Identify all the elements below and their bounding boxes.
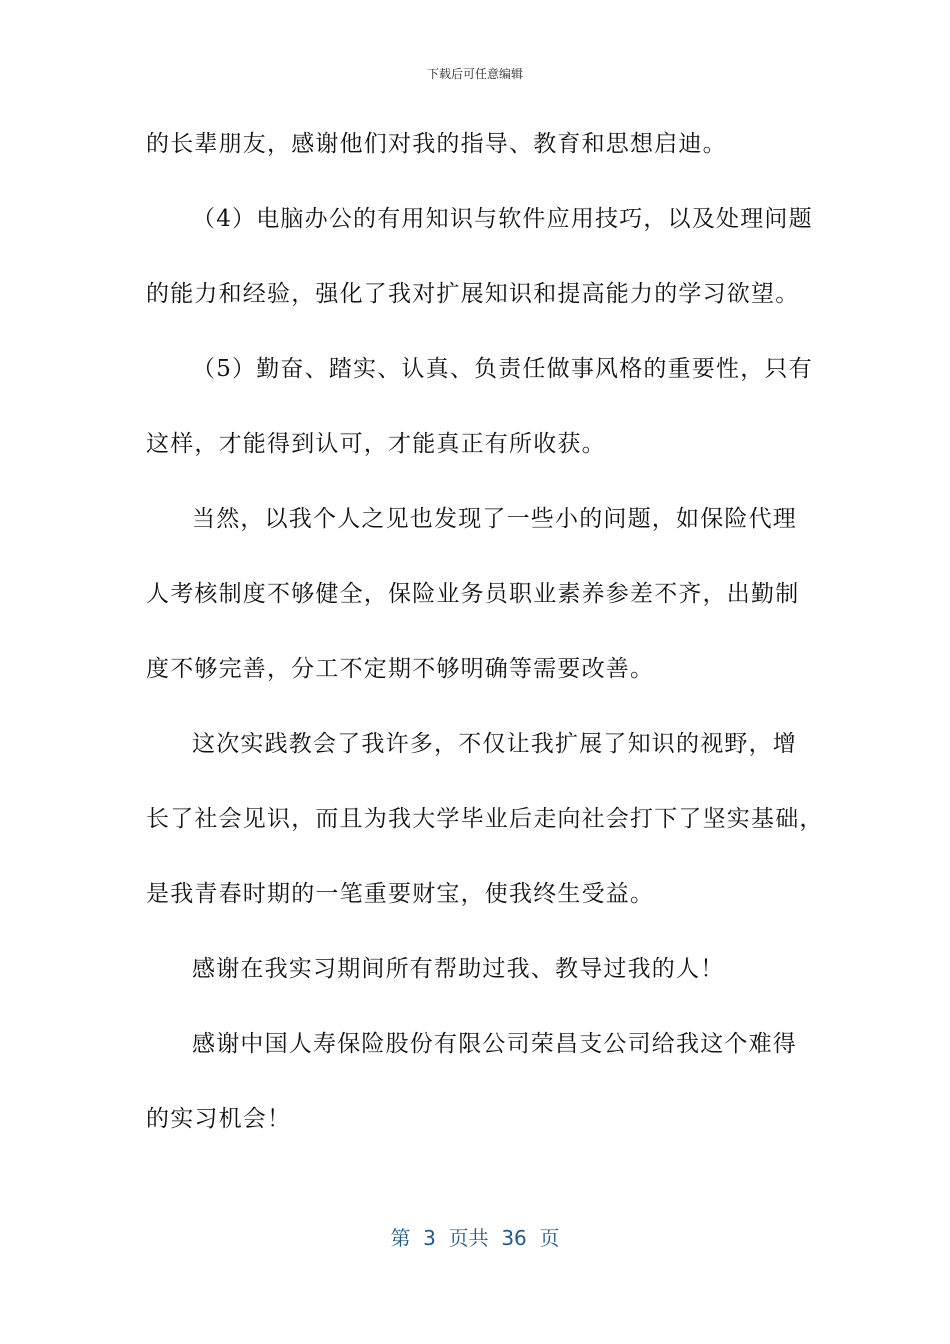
page-footer: 第 3 页共 36 页	[390, 1226, 560, 1250]
text-line: 的长辈朋友，感谢他们对我的指导、教育和思想启迪。	[146, 131, 727, 157]
text-line: 当然，以我个人之见也发现了一些小的问题，如保险代理	[192, 506, 797, 532]
text-line: 人考核制度不够健全，保险业务员职业素养参差不齐，出勤制	[146, 581, 800, 607]
text-line: 度不够完善，分工不定期不够明确等需要改善。	[146, 656, 655, 682]
text-line: 是我青春时期的一笔重要财宝，使我终生受益。	[146, 881, 655, 907]
text-line: 这样，才能得到认可，才能真正有所收获。	[146, 431, 606, 457]
text-line: 长了社会见识，而且为我大学毕业后走向社会打下了坚实基础，	[146, 806, 824, 832]
text-line: 的实习机会！	[146, 1106, 292, 1132]
text-line: 感谢在我实习期间所有帮助过我、教导过我的人！	[192, 956, 725, 982]
text-line: 的能力和经验，强化了我对扩展知识和提高能力的学习欲望。	[146, 281, 800, 307]
page-header: 下载后可任意编辑	[426, 67, 523, 81]
text-line: 感谢中国人寿保险股份有限公司荣昌支公司给我这个难得	[192, 1031, 797, 1057]
text-line: （4）电脑办公的有用知识与软件应用技巧，以及处理问题	[192, 206, 813, 232]
text-line: 这次实践教会了我许多，不仅让我扩展了知识的视野，增	[192, 731, 797, 757]
text-line: （5）勤奋、踏实、认真、负责任做事风格的重要性，只有	[192, 356, 813, 382]
